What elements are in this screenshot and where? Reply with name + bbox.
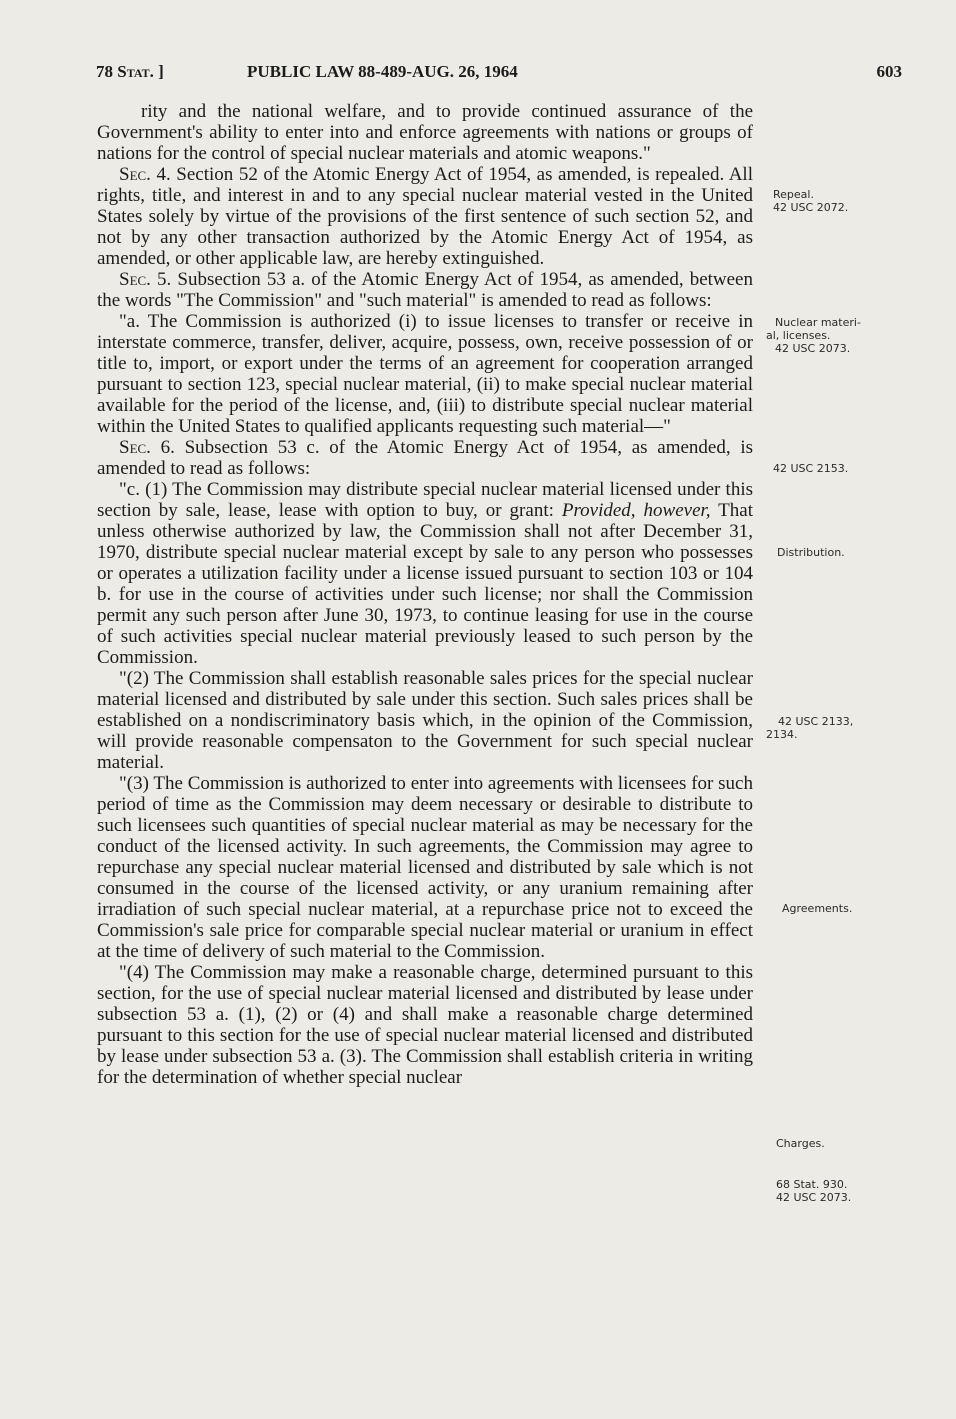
- paragraph-subsection-c-3: "(3) The Commission is authorized to enter into agreements with licensees for such period of time as the Commission may deem necessary or desirable to distribute to such licensees such quantities of special nuclear material as may be necessary for the conduct of the licensed activity. In such agreements, the Commission may agree to repurchase any special nuclear material licensed and distributed by sale which is not consumed in the course of the licensed activity, or any uranium remaining after irradiation of such special nuclear material, at a repurchase price not to exceed the Commission's sale price for comparable special nuclear material or uranium in effect at the time of delivery of such material to the Commission.: [97, 773, 753, 962]
- margin-note-licenses: Nuclear materi- al, licenses. 42 USC 2073.: [766, 316, 861, 355]
- margin-note-charges: Charges.: [776, 1137, 825, 1150]
- margin-note-stat-930: 68 Stat. 930. 42 USC 2073.: [776, 1178, 852, 1204]
- paragraph-sec-5: Sec. 5. Subsection 53 a. of the Atomic Energy Act of 1954, as amended, between the words "The Commission" and "such material" is amended to read as follows:: [97, 269, 753, 311]
- header-statute-volume: 78 Stat. ]: [96, 62, 164, 81]
- paragraph-subsection-c-2: "(2) The Commission shall establish reasonable sales prices for the special nuclear material licensed and distributed by sale under this section. Such sales prices shall be established on a nondiscriminatory basis which, in the opinion of the Commission, will provide reasonable compensaton to the Government for such special nuclear material.: [97, 668, 753, 773]
- paragraph-subsection-c-4: "(4) The Commission may make a reasonable charge, determined pursuant to this section, for the use of special nuclear material licensed and distributed by lease under subsection 53 a. (1), (2) or (4) and shall make a reasonable charge determined pursuant to this section for the use of special nuclear material licensed and distributed by lease under subsection 53 a. (3). The Commission shall establish criteria in writing for the determination of whether special nuclear: [97, 962, 753, 1088]
- paragraph-continuation: rity and the national welfare, and to provide continued assurance of the Government's ability to enter into and enforce agreements with nations or groups of nations for the control of special nuclear materials and atomic weapons.": [97, 101, 753, 164]
- paragraph-sec-6: Sec. 6. Subsection 53 c. of the Atomic Energy Act of 1954, as amended, is amended to read as follows:: [97, 437, 753, 479]
- paragraph-sec-4: Sec. 4. Section 52 of the Atomic Energy Act of 1954, as amended, is repealed. All rights, title, and interest in and to any special nuclear material vested in the United States solely by virtue of the provisions of the first sentence of such section 52, and not by any other transaction authorized by the Atomic Energy Act of 1954, as amended, or other applicable law, are hereby extinguished.: [97, 164, 753, 269]
- paragraph-subsection-a: "a. The Commission is authorized (i) to issue licenses to transfer or receive in interstate commerce, transfer, deliver, acquire, possess, own, receive possession of or title to, import, or export under the terms of an agreement for cooperation arranged pursuant to section 123, special nuclear material, (ii) to make special nuclear material available for the period of the license, and, (iii) to distribute special nuclear material within the United States to qualified applicants requesting such material—": [97, 311, 753, 437]
- margin-note-usc-2153: 42 USC 2153.: [773, 462, 849, 475]
- margin-note-repeal: Repeal. 42 USC 2072.: [773, 188, 849, 214]
- header-law-title: PUBLIC LAW 88-489-AUG. 26, 1964: [247, 62, 518, 81]
- header-page-number: 603: [876, 62, 902, 81]
- page-header: [96, 62, 902, 88]
- margin-note-agreements: Agreements.: [782, 902, 853, 915]
- margin-note-distribution: Distribution.: [777, 546, 845, 559]
- margin-note-usc-2133: 42 USC 2133, 2134.: [766, 715, 854, 741]
- paragraph-subsection-c-1: "c. (1) The Commission may distribute special nuclear material licensed under this section by sale, lease, lease with option to buy, or grant: Provided, however, That unless otherwise authorized by law, the Commission shall not after December 31, 1970, distribute special nuclear material except by sale to any person who possesses or operates a utilization facility under a license issued pursuant to section 103 or 104 b. for use in the course of activities under such license; nor shall the Commission permit any such person after June 30, 1973, to continue leasing for use in the course of such activities special nuclear material previously leased to such person by the Commission.: [97, 479, 754, 668]
- body-text: [97, 101, 753, 1088]
